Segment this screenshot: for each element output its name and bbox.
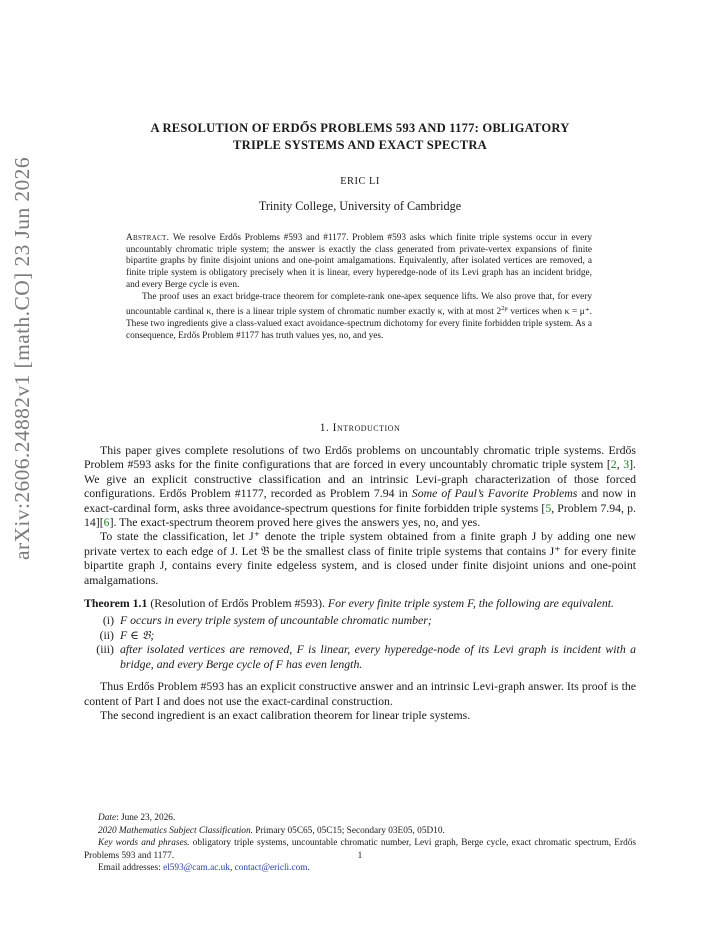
theorem-item xyxy=(84,628,636,642)
citation-link[interactable]: 6 xyxy=(103,515,110,530)
footnote-text: . xyxy=(307,863,310,873)
intro-text: , xyxy=(616,457,624,472)
page-number: 1 xyxy=(357,851,363,861)
intro-paragraph-1 xyxy=(84,443,636,529)
footnote-text: , xyxy=(229,863,235,873)
title-line-1: A RESOLUTION OF ERDŐS PROBLEMS 593 AND 1177: OBLIGATORY xyxy=(150,121,570,135)
footnote-msc xyxy=(84,825,636,838)
theorem-item xyxy=(84,642,636,671)
citation-link[interactable]: 3 xyxy=(623,457,630,472)
abstract-superscript: 2μ xyxy=(501,305,508,313)
intro-text: This paper gives complete resolutions of two Erdős problems on uncountably chromatic triple systems. Erdős Problem #593 asks for the finite configurations that are forced in every uncountably chromatic triple system [ xyxy=(84,443,636,472)
citation-link[interactable]: 5 xyxy=(545,500,552,515)
footnote-label: Email addresses: xyxy=(98,863,164,873)
paper-title xyxy=(84,120,636,153)
abstract-paragraph-2 xyxy=(126,292,592,343)
footnotes xyxy=(84,812,636,875)
paper-page xyxy=(84,0,636,932)
footnote-label: 2020 Mathematics Subject Classification. xyxy=(98,825,253,836)
theorem-item xyxy=(84,613,636,627)
footnote-label: Date xyxy=(98,813,117,823)
abstract xyxy=(126,233,592,342)
item-number: (iii) xyxy=(96,642,114,657)
author-name: ERIC LI xyxy=(340,176,380,187)
footnote-text: : June 23, 2026. xyxy=(116,813,176,823)
theorem-1-1 xyxy=(84,596,636,610)
email-link[interactable]: el593@cam.ac.uk xyxy=(163,863,230,873)
item-text: after isolated vertices are removed, F is linear, every hyperedge-node of its Levi graph is incident with a bridge, and every Berge cycle of F has even length. xyxy=(120,642,636,671)
theorem-statement: For every finite triple system F, the following are equivalent. xyxy=(327,596,614,611)
author-affiliation: Trinity College, University of Cambridge xyxy=(258,199,462,213)
footnote-email xyxy=(84,862,636,875)
item-text: F ∈ 𝔅; xyxy=(120,627,155,642)
theorem-items xyxy=(84,613,636,671)
abstract-text-1: We resolve Erdős Problems #593 and #1177. Problem #593 asks which finite triple systems occur in every uncountably chromatic triple system; the answer is exactly the class generated from private-vertex expansions of finite bipartite graphs by finite disjoint unions and one-point amalgamations. Equivalently, after isolated vertices are removed, a finite triple system is obligatory precisely when it is linear, every hyperedge-node of its Levi graph has an incident bridge, and every Berge cycle is even. xyxy=(126,233,593,290)
item-text: F occurs in every triple system of uncountable chromatic number; xyxy=(120,613,432,628)
abstract-text-2a: The proof uses an exact bridge-trace theorem for complete-rank one-apex sequence lifts. We also prove that, for every uncountable cardinal κ, there is a linear triple system of chromatic number exactly κ, with at most 2 xyxy=(126,291,592,318)
intro-text: ]. We give an explicit constructive classification and an intrinsic Levi-graph characterization of those forced configurations. Erdős Problem #1177, recorded as Problem 7.94 in xyxy=(84,457,636,501)
after-theorem-paragraph-1: Thus Erdős Problem #593 has an explicit constructive answer and an intrinsic Levi-graph answer. Its proof is the content of Part I and does not use the exact-cardinal construction. xyxy=(84,679,636,708)
intro-text: , Problem 7.94, p. 14][ xyxy=(84,500,636,530)
section-heading-introduction: 1. Introduction xyxy=(319,422,401,434)
intro-paragraph-2: To state the classification, let J⁺ denote the triple system obtained from a finite graph J by adding one new private vertex to each edge of J. Let 𝔅 be the smallest class of finite triple systems that contains J⁺ for every finite bipartite graph J, contains every finite edgeless system, and is closed under finite disjoint unions and one-point amalgamations. xyxy=(84,529,636,587)
arxiv-identifier-text: arXiv:2606.24882v1 [math.CO] 23 Jun 2026 xyxy=(10,157,34,560)
intro-text: and now in exact-cardinal form, asks three avoidance-spectrum questions for finite forbidden triple systems [ xyxy=(84,486,636,515)
citation-link[interactable]: 2 xyxy=(610,457,617,472)
footnote-text: obligatory triple systems, uncountable chromatic number, Levi graph, Berge cycle, exact chromatic spectrum, Erdős Problems 593 and 1177. xyxy=(84,838,636,861)
item-number: (i) xyxy=(102,613,114,628)
item-number: (ii) xyxy=(99,627,114,642)
theorem-note: (Resolution of Erdős Problem #593). xyxy=(150,596,325,611)
footnote-text: Primary 05C65, 05C15; Secondary 03E05, 05D10. xyxy=(252,825,445,836)
intro-text: ]. The exact-spectrum theorem proved here gives the answers yes, no, and yes. xyxy=(109,515,481,530)
book-title: Some of Paul’s Favorite Problems xyxy=(411,486,578,501)
body-text xyxy=(84,443,636,722)
email-link[interactable]: contact@ericli.com xyxy=(234,863,308,873)
abstract-paragraph-1 xyxy=(126,233,592,292)
abstract-text-2b: vertices when κ = μ⁺. These two ingredients give a class-valued exact avoidance-spectrum dichotomy for every finite forbidden triple system. As a consequence, Erdős Problem #1177 has truth values yes, no, and yes. xyxy=(126,307,592,341)
theorem-label: Theorem 1.1 xyxy=(84,596,148,611)
title-line-2: TRIPLE SYSTEMS AND EXACT SPECTRA xyxy=(233,137,487,152)
footnote-date xyxy=(84,812,636,825)
footnote-label: Key words and phrases. xyxy=(98,838,190,848)
after-theorem-paragraph-2: The second ingredient is an exact calibration theorem for linear triple systems. xyxy=(100,707,471,722)
abstract-label: Abstract. xyxy=(126,233,170,243)
